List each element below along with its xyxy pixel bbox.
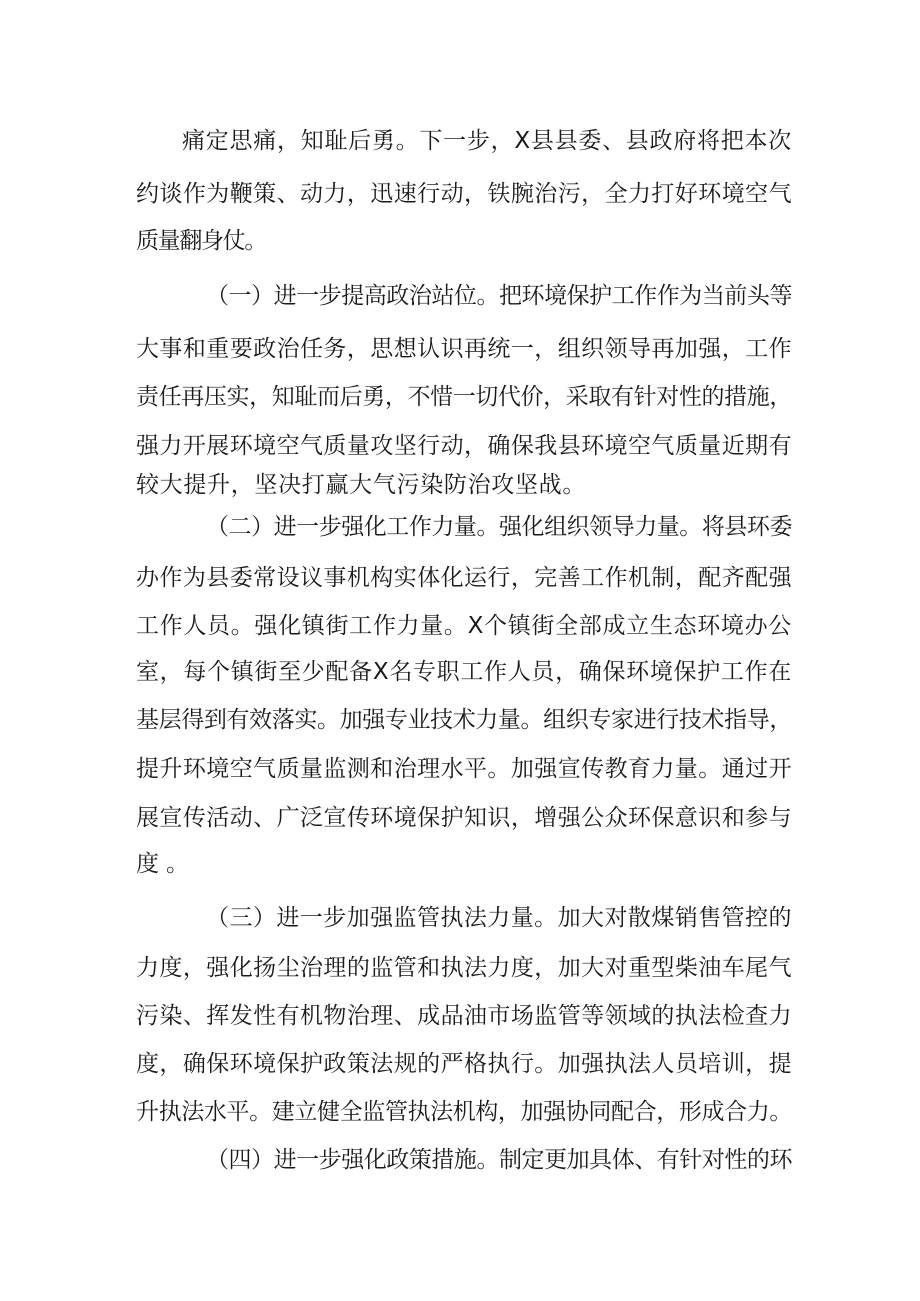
paragraph-heading-3: （三）进一步加强监管执法力量。加大对散煤销售管控的: [206, 905, 792, 931]
text-line: 升执法水平。建立健全监管执法机构，加强协同配合，形成合力。: [136, 1099, 793, 1125]
text-line: 大事和重要政治任务，思想认识再统一，组织领导再加强，工作: [136, 336, 792, 362]
text-line: 室，每个镇街至少配备X名专职工作人员，确保环境保护工作在: [136, 659, 792, 685]
text-line: 展宣传活动、广泛宣传环境保护知识，增强公众环保意识和参与: [136, 805, 792, 831]
text-line: 基层得到有效落实。加强专业技术力量。组织专家进行技术指导，: [136, 707, 793, 733]
paragraph-heading-4: （四）进一步强化政策措施。制定更加具体、有针对性的环: [206, 1147, 793, 1173]
text-line: 度，确保环境保护政策法规的严格执行。加强执法人员培训，提: [136, 1051, 792, 1077]
text-line: 力度，强化扬尘治理的监管和执法力度，加大对重型柴油车尾气: [136, 955, 792, 981]
text-line: 工作人员。强化镇街工作力量。X个镇街全部成立生态环境办公: [136, 613, 792, 639]
text-line: 较大提升，坚决打赢大气污染防治攻坚战。: [136, 472, 586, 498]
text-line: 污染、挥发性有机物治理、成品油市场监管等领域的执法检查力: [136, 1003, 792, 1029]
text-line: 度。: [136, 851, 196, 877]
paragraph-heading-2: （二）进一步强化工作力量。强化组织领导力量。将县环委: [206, 514, 793, 540]
text-line: 强力开展环境空气质量攻坚行动，确保我县环境空气质量近期有: [136, 433, 792, 459]
text-line: 质量翻身仗。: [136, 228, 267, 254]
text-line: 办作为县委常设议事机构实体化运行，完善工作机制，配齐配强: [136, 565, 792, 591]
text-line: 提升环境空气质量监测和治理水平。加强宣传教育力量。通过开: [136, 756, 792, 782]
text-line: 约谈作为鞭策、动力，迅速行动，铁腕治污，全力打好环境空气: [136, 181, 792, 207]
paragraph-heading-1: （一）进一步提高政治站位。把环境保护工作作为当前头等: [206, 283, 793, 309]
text-line: 痛定思痛，知耻后勇。下一步，X县县委、县政府将把本次: [182, 128, 792, 154]
text-line: 责任再压实，知耻而后勇，不惜一切代价，采取有针对性的措施，: [136, 384, 793, 410]
